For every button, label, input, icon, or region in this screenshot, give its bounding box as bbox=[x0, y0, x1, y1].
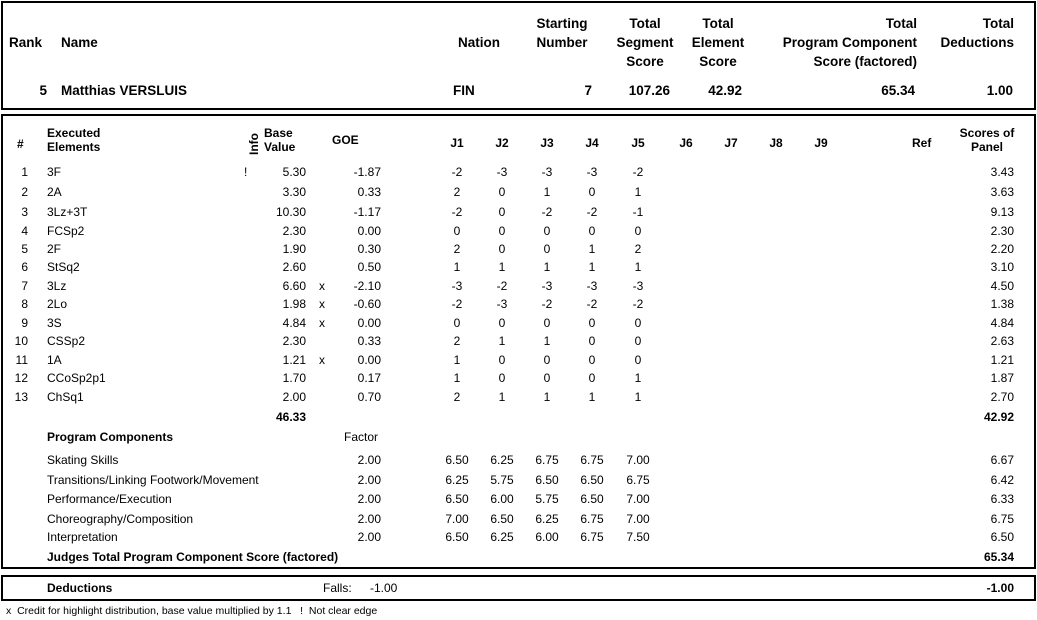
nation-header: Nation bbox=[458, 35, 500, 50]
component-panel-score: 6.33 bbox=[990, 492, 1014, 506]
element-judge-score: -2 bbox=[586, 297, 598, 311]
judge-header-4: J4 bbox=[585, 136, 599, 150]
element-judge-score: 0 bbox=[543, 242, 551, 256]
element-number: 12 bbox=[14, 371, 28, 385]
element-judge-score: 0 bbox=[634, 334, 642, 348]
element-goe: 0.00 bbox=[357, 353, 381, 367]
skater-total-segment-score: 107.26 bbox=[628, 83, 670, 98]
component-factor: 2.00 bbox=[357, 492, 381, 506]
element-highlight-mark: x bbox=[319, 279, 325, 293]
component-judge-score: 6.50 bbox=[490, 512, 514, 526]
element-judge-score: -3 bbox=[586, 279, 598, 293]
element-base-value: 2.30 bbox=[282, 224, 306, 238]
element-goe: 0.33 bbox=[357, 334, 381, 348]
component-factor: 2.00 bbox=[357, 530, 381, 544]
skater-starting-number: 7 bbox=[584, 83, 592, 98]
judge-header-1: J1 bbox=[450, 136, 464, 150]
element-goe: 0.70 bbox=[357, 390, 381, 404]
executed-elements-header: Executed Elements bbox=[47, 126, 101, 154]
element-goe: 0.17 bbox=[357, 371, 381, 385]
element-name: 1A bbox=[47, 353, 62, 367]
program-components-label: Program Components bbox=[47, 430, 174, 444]
element-number: 1 bbox=[21, 165, 28, 179]
element-name: 3F bbox=[47, 165, 62, 179]
element-judge-score: 0 bbox=[498, 242, 506, 256]
element-base-value: 2.30 bbox=[282, 334, 306, 348]
element-judge-score: -2 bbox=[632, 297, 644, 311]
element-name: ChSq1 bbox=[47, 390, 84, 404]
info-header: Info bbox=[247, 133, 261, 155]
component-factor: 2.00 bbox=[357, 512, 381, 526]
element-judge-score: 0 bbox=[588, 353, 596, 367]
element-judge-score: 0 bbox=[634, 316, 642, 330]
element-number: 2 bbox=[21, 185, 28, 199]
element-goe: 0.00 bbox=[357, 316, 381, 330]
element-judge-score: -2 bbox=[451, 165, 463, 179]
element-judge-score: -2 bbox=[632, 165, 644, 179]
element-judge-score: 2 bbox=[453, 334, 461, 348]
element-goe: -2.10 bbox=[353, 279, 381, 293]
judge-header-7: J7 bbox=[724, 136, 738, 150]
ref-header: Ref bbox=[912, 136, 932, 150]
element-judge-score: 0 bbox=[498, 316, 506, 330]
element-number: 11 bbox=[15, 353, 28, 367]
component-panel-score: 6.67 bbox=[990, 453, 1014, 467]
falls-value: -1.00 bbox=[370, 581, 398, 595]
element-number: 10 bbox=[14, 334, 28, 348]
element-judge-score: 0 bbox=[543, 224, 551, 238]
skater-name: Matthias VERSLUIS bbox=[61, 83, 188, 98]
pcs-total-label: Judges Total Program Component Score (factored) bbox=[47, 550, 339, 564]
component-judge-score: 6.25 bbox=[535, 512, 559, 526]
element-panel-score: 3.10 bbox=[990, 260, 1014, 274]
judge-header-9: J9 bbox=[814, 136, 828, 150]
scores-of-panel-header: Scores of Panel bbox=[959, 126, 1015, 154]
pcs-total-value: 65.34 bbox=[983, 550, 1014, 564]
element-panel-score: 1.38 bbox=[990, 297, 1014, 311]
element-judge-score: 0 bbox=[588, 224, 596, 238]
component-name: Interpretation bbox=[47, 530, 118, 544]
element-judge-score: 1 bbox=[588, 260, 596, 274]
element-judge-score: -3 bbox=[451, 279, 463, 293]
component-judge-score: 6.75 bbox=[626, 473, 650, 487]
segment-score-header: Total Segment Score bbox=[616, 16, 674, 69]
skater-total-program-component: 65.34 bbox=[881, 83, 915, 98]
element-judge-score: 1 bbox=[588, 242, 596, 256]
judge-header-5: J5 bbox=[631, 136, 645, 150]
element-goe: 0.33 bbox=[357, 185, 381, 199]
element-judge-score: 1 bbox=[634, 371, 642, 385]
component-judge-score: 7.00 bbox=[626, 492, 650, 506]
deductions-box bbox=[1, 575, 1036, 601]
component-judge-score: 6.50 bbox=[445, 530, 469, 544]
element-panel-score: 4.84 bbox=[990, 316, 1014, 330]
element-goe: 0.00 bbox=[357, 224, 381, 238]
deductions-label: Deductions bbox=[47, 581, 113, 595]
element-judge-score: 0 bbox=[498, 185, 506, 199]
starting-number-header: Starting Number bbox=[536, 16, 588, 50]
element-number: 7 bbox=[21, 279, 28, 293]
element-judge-score: 1 bbox=[634, 185, 642, 199]
element-judge-score: 0 bbox=[543, 371, 551, 385]
element-judge-score: 1 bbox=[543, 334, 551, 348]
judge-header-3: J3 bbox=[540, 136, 554, 150]
element-judge-score: -2 bbox=[541, 205, 553, 219]
element-panel-score: 3.63 bbox=[990, 185, 1014, 199]
element-judge-score: 1 bbox=[498, 260, 506, 274]
component-judge-score: 6.75 bbox=[535, 453, 559, 467]
element-base-value: 6.60 bbox=[282, 279, 306, 293]
element-judge-score: 2 bbox=[453, 242, 461, 256]
component-judge-score: 6.25 bbox=[490, 453, 514, 467]
element-judge-score: -3 bbox=[541, 165, 553, 179]
element-panel-score: 2.70 bbox=[990, 390, 1014, 404]
element-judge-score: -2 bbox=[541, 297, 553, 311]
skater-total-deductions: 1.00 bbox=[986, 83, 1013, 98]
element-judge-score: 1 bbox=[453, 260, 461, 274]
element-judge-score: 1 bbox=[543, 185, 551, 199]
element-panel-score: 2.30 bbox=[990, 224, 1014, 238]
rank-header: Rank bbox=[9, 35, 43, 50]
base-value-total: 46.33 bbox=[275, 410, 306, 424]
element-name: 3Lz bbox=[47, 279, 67, 293]
element-judge-score: -3 bbox=[586, 165, 598, 179]
name-header: Name bbox=[61, 35, 98, 50]
element-panel-score: 1.21 bbox=[990, 353, 1014, 367]
component-panel-score: 6.75 bbox=[990, 512, 1014, 526]
element-base-value: 4.84 bbox=[282, 316, 306, 330]
element-number: 5 bbox=[21, 242, 28, 256]
element-judge-score: 1 bbox=[588, 390, 596, 404]
element-judge-score: -3 bbox=[496, 297, 508, 311]
skater-nation: FIN bbox=[453, 83, 475, 98]
judge-header-8: J8 bbox=[769, 136, 783, 150]
judge-header-2: J2 bbox=[495, 136, 509, 150]
element-name: 2F bbox=[47, 242, 62, 256]
element-number: 13 bbox=[14, 390, 28, 404]
component-judge-score: 6.75 bbox=[580, 512, 604, 526]
goe-header: GOE bbox=[332, 133, 359, 147]
element-number: 6 bbox=[21, 260, 28, 274]
element-judge-score: 2 bbox=[453, 185, 461, 199]
element-judge-score: 1 bbox=[634, 390, 642, 404]
element-judge-score: -3 bbox=[632, 279, 644, 293]
element-judge-score: 1 bbox=[634, 260, 642, 274]
element-judge-score: 0 bbox=[453, 316, 461, 330]
element-judge-score: 1 bbox=[543, 260, 551, 274]
deductions-header: Total Deductions bbox=[940, 16, 1014, 50]
component-judge-score: 6.00 bbox=[535, 530, 559, 544]
num-col-header: # bbox=[17, 137, 24, 151]
element-judge-score: -3 bbox=[541, 279, 553, 293]
component-judge-score: 6.50 bbox=[535, 473, 559, 487]
component-judge-score: 6.75 bbox=[580, 530, 604, 544]
component-judge-score: 7.00 bbox=[445, 512, 469, 526]
element-base-value: 5.30 bbox=[282, 165, 306, 179]
element-name: CSSp2 bbox=[47, 334, 86, 348]
component-name: Choreography/Composition bbox=[47, 512, 194, 526]
element-judge-score: 0 bbox=[634, 224, 642, 238]
element-name: 3S bbox=[47, 316, 62, 330]
element-judge-score: 1 bbox=[453, 353, 461, 367]
element-judge-score: -1 bbox=[632, 205, 644, 219]
component-judge-score: 6.50 bbox=[445, 453, 469, 467]
element-base-value: 10.30 bbox=[275, 205, 306, 219]
judge-header-6: J6 bbox=[679, 136, 693, 150]
skater-rank: 5 bbox=[39, 83, 47, 98]
element-judge-score: 1 bbox=[498, 334, 506, 348]
element-goe: 0.50 bbox=[357, 260, 381, 274]
element-judge-score: 2 bbox=[453, 390, 461, 404]
element-panel-score: 3.43 bbox=[990, 165, 1014, 179]
element-number: 4 bbox=[21, 224, 28, 238]
element-judge-score: 0 bbox=[543, 316, 551, 330]
element-judge-score: 0 bbox=[634, 353, 642, 367]
element-judge-score: 0 bbox=[588, 371, 596, 385]
component-name: Performance/Execution bbox=[47, 492, 172, 506]
element-judge-score: 0 bbox=[498, 205, 506, 219]
element-base-value: 1.21 bbox=[282, 353, 306, 367]
element-judge-score: 0 bbox=[588, 334, 596, 348]
element-number: 3 bbox=[21, 205, 28, 219]
element-goe: -0.60 bbox=[353, 297, 381, 311]
component-factor: 2.00 bbox=[357, 473, 381, 487]
element-judge-score: 0 bbox=[453, 224, 461, 238]
element-highlight-mark: x bbox=[319, 297, 325, 311]
component-judge-score: 6.75 bbox=[580, 453, 604, 467]
element-number: 8 bbox=[21, 297, 28, 311]
falls-label: Falls: bbox=[323, 581, 352, 595]
element-panel-score: 1.87 bbox=[990, 371, 1014, 385]
program-component-header: Total Program Component Score (factored) bbox=[782, 16, 917, 69]
base-value-header: Base Value bbox=[264, 126, 296, 154]
legend-note: x Credit for highlight distribution, base value multiplied by 1.1 ! Not clear edge bbox=[6, 605, 378, 617]
element-judge-score: 0 bbox=[498, 371, 506, 385]
element-panel-score: 2.20 bbox=[990, 242, 1014, 256]
element-highlight-mark: x bbox=[319, 353, 325, 367]
element-base-value: 1.98 bbox=[282, 297, 306, 311]
component-panel-score: 6.42 bbox=[990, 473, 1014, 487]
element-judge-score: -2 bbox=[451, 205, 463, 219]
component-judge-score: 7.00 bbox=[626, 453, 650, 467]
element-number: 9 bbox=[21, 316, 28, 330]
element-base-value: 2.00 bbox=[282, 390, 306, 404]
element-goe: -1.87 bbox=[353, 165, 381, 179]
element-name: 2A bbox=[47, 185, 62, 199]
element-info: ! bbox=[244, 165, 248, 179]
component-judge-score: 7.50 bbox=[626, 530, 650, 544]
element-judge-score: 0 bbox=[498, 353, 506, 367]
component-judge-score: 6.00 bbox=[490, 492, 514, 506]
element-base-value: 1.90 bbox=[282, 242, 306, 256]
component-judge-score: 6.50 bbox=[445, 492, 469, 506]
element-name: 2Lo bbox=[47, 297, 68, 311]
element-judge-score: 0 bbox=[498, 224, 506, 238]
element-judge-score: 1 bbox=[453, 371, 461, 385]
component-panel-score: 6.50 bbox=[990, 530, 1014, 544]
component-judge-score: 6.50 bbox=[580, 473, 604, 487]
component-judge-score: 6.50 bbox=[580, 492, 604, 506]
component-judge-score: 7.00 bbox=[626, 512, 650, 526]
component-judge-score: 5.75 bbox=[490, 473, 514, 487]
element-judge-score: 0 bbox=[588, 185, 596, 199]
element-name: CCoSp2p1 bbox=[47, 371, 106, 385]
element-judge-score: 2 bbox=[634, 242, 642, 256]
element-judge-score: 1 bbox=[498, 390, 506, 404]
element-judge-score: -2 bbox=[586, 205, 598, 219]
element-base-value: 3.30 bbox=[282, 185, 306, 199]
element-highlight-mark: x bbox=[319, 316, 325, 330]
component-judge-score: 6.25 bbox=[445, 473, 469, 487]
element-judge-score: -3 bbox=[496, 165, 508, 179]
element-judge-score: 0 bbox=[543, 353, 551, 367]
component-judge-score: 5.75 bbox=[535, 492, 559, 506]
skater-total-element-score: 42.92 bbox=[708, 83, 742, 98]
element-panel-score: 9.13 bbox=[990, 205, 1014, 219]
element-base-value: 2.60 bbox=[282, 260, 306, 274]
factor-header: Factor bbox=[344, 430, 379, 444]
element-judge-score: -2 bbox=[496, 279, 508, 293]
elements-score-total: 42.92 bbox=[983, 410, 1014, 424]
element-judge-score: 1 bbox=[543, 390, 551, 404]
element-judge-score: 0 bbox=[588, 316, 596, 330]
component-factor: 2.00 bbox=[357, 453, 381, 467]
component-judge-score: 6.25 bbox=[490, 530, 514, 544]
element-panel-score: 2.63 bbox=[990, 334, 1014, 348]
element-score-header: Total Element Score bbox=[691, 16, 745, 69]
element-name: StSq2 bbox=[47, 260, 80, 274]
element-goe: 0.30 bbox=[357, 242, 381, 256]
component-name: Skating Skills bbox=[47, 453, 119, 467]
element-base-value: 1.70 bbox=[282, 371, 306, 385]
element-name: FCSp2 bbox=[47, 224, 85, 238]
element-judge-score: -2 bbox=[451, 297, 463, 311]
element-goe: -1.17 bbox=[353, 205, 381, 219]
deductions-total: -1.00 bbox=[986, 581, 1014, 595]
element-panel-score: 4.50 bbox=[990, 279, 1014, 293]
element-name: 3Lz+3T bbox=[47, 205, 88, 219]
component-name: Transitions/Linking Footwork/Movement bbox=[47, 473, 259, 487]
